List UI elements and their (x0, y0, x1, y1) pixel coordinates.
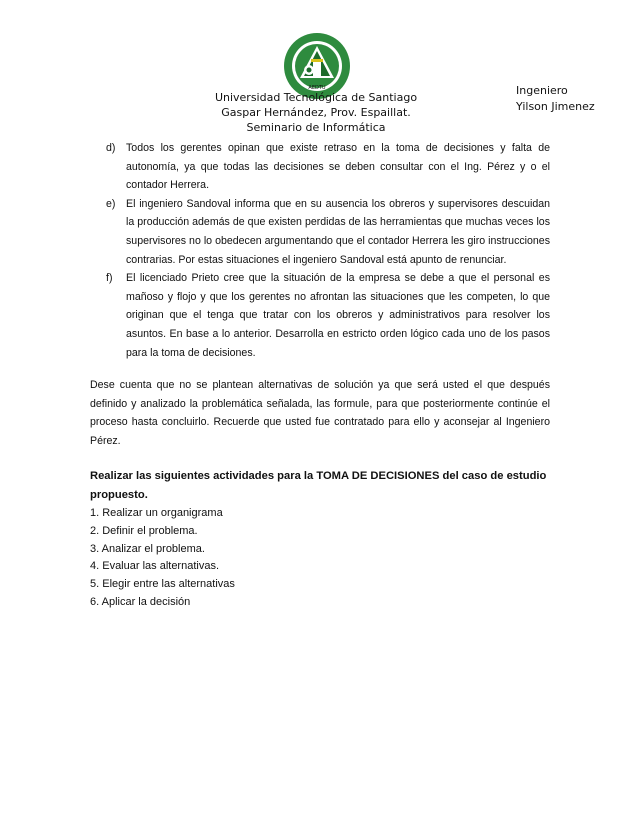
activity-step: 2. Definir el problema. (90, 524, 198, 537)
institution-header (196, 90, 436, 135)
list-marker: e) (106, 197, 116, 210)
activity-step: 1. Realizar un organigrama (90, 507, 223, 519)
institution-address: Gaspar Hernández, Prov. Espaillat. (221, 106, 411, 119)
author-name: Yilson Jimenez (516, 100, 595, 113)
activities-heading: Realizar las siguientes actividades para la TOMA DE DECISIONES del caso de estudio propuesto. (90, 470, 547, 501)
list-marker: d) (106, 142, 116, 154)
list-marker: f) (106, 272, 113, 285)
list-item (90, 269, 550, 362)
list-item-text: Todos los gerentes opinan que existe retraso en la toma de decisiones y falta de autonomía, ya que todas las decisiones se deben consultar con el Ing. Pérez y o el contador Herrera. (126, 142, 550, 192)
author-block (516, 83, 626, 115)
course-name: Seminario de Informática (246, 121, 386, 134)
institution-name: Universidad Tecnológica de Santiago (214, 91, 418, 104)
case-statements-list (90, 139, 550, 362)
instructions-paragraph: Dese cuenta que no se plantean alternativas de solución ya que será usted el que después definido y analizado la problemática señalada, las formule, para que posteriormente continúe el proceso hasta concluirlo. Recuerde que usted fue contratado para ello y aconsejar al Ingeniero Pérez. (90, 379, 550, 447)
list-item-text: El ingeniero Sandoval informa que en su ausencia los obreros y supervisores descuidan la producción además de que existen perdidas de las herramientas que muchas veces los supervisores no lo obedecen argumentando que el contador Herrera les giro instrucciones contrarias. Por estas situaciones el ingeniero Sandoval está apunto de renunciar. (126, 197, 550, 266)
list-item-text: El licenciado Prieto cree que la situación de la empresa se debe a que el personal es mañoso y flojo y que los gerentes no afrontan las situaciones que les competen, lo que originan que el tenga que tratar con los obreros y administrativos para resolver los asuntos. En base a lo anterior. Desarrolla en estricto orden lógico cada uno de los pasos para la toma de decisiones. (126, 272, 550, 359)
list-item (90, 139, 550, 195)
list-item (90, 195, 550, 269)
logo-caption: AEDTU (308, 85, 326, 91)
activities-list (90, 505, 550, 612)
activity-step: 4. Evaluar las alternativas. (90, 560, 220, 573)
activity-step: 5. Elegir entre las alternativas (90, 578, 235, 591)
activity-step: 6. Aplicar la decisión (90, 595, 191, 608)
activity-step: 3. Analizar el problema. (90, 542, 205, 555)
author-title: Ingeniero (516, 84, 568, 97)
